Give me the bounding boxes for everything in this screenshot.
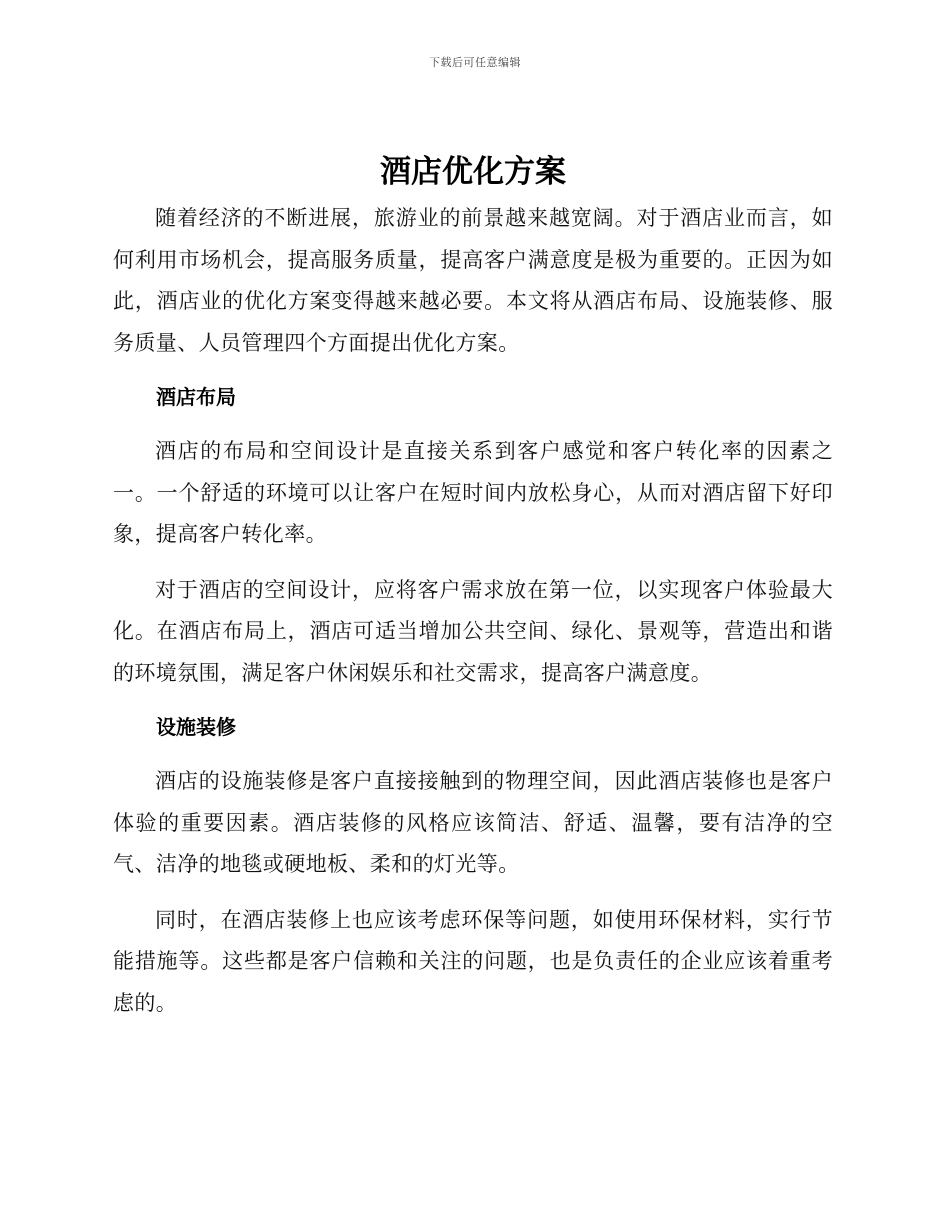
paragraph-gap bbox=[113, 886, 833, 900]
section-heading-layout: 酒店布局 bbox=[156, 385, 236, 409]
layout-paragraph-2: 对于酒店的空间设计，应将客户需求放在第一位，以实现客户体验最大化。在酒店布局上，酒店可适当增加公共空间、绿化、景观等，营造出和谐的环境氛围，满足客户休闲娱乐和社交需求，提高客户满意度。 bbox=[113, 577, 833, 685]
document-body bbox=[113, 150, 833, 1024]
intro-paragraph: 随着经济的不断进展，旅游业的前景越来越宽阔。对于酒店业而言，如何利用市场机会，提高服务质量，提高客户满意度是极为重要的。正因为如此，酒店业的优化方案变得越来越必要。本文将从酒店布局、设施装修、服务质量、人员管理四个方面提出优化方案。 bbox=[113, 206, 833, 355]
facilities-paragraph-2: 同时，在酒店装修上也应该考虑环保等问题，如使用环保材料，实行节能措施等。这些都是客户信赖和关注的问题，也是负责任的企业应该着重考虑的。 bbox=[113, 907, 833, 1015]
section-heading-facilities: 设施装修 bbox=[156, 715, 236, 739]
document-title: 酒店优化方案 bbox=[380, 154, 566, 190]
paragraph-gap bbox=[113, 556, 833, 570]
facilities-paragraph-1: 酒店的设施装修是客户直接接触到的物理空间，因此酒店装修也是客户体验的重要因素。酒店装修的风格应该简洁、舒适、温馨，要有洁净的空气、洁净的地毯或硬地板、柔和的灯光等。 bbox=[113, 769, 833, 876]
header-note: 下载后可任意编辑 bbox=[429, 56, 521, 69]
layout-paragraph-1: 酒店的布局和空间设计是直接关系到客户感觉和客户转化率的因素之一。一个舒适的环境可以让客户在短时间内放松身心，从而对酒店留下好印象，提高客户转化率。 bbox=[113, 439, 833, 546]
